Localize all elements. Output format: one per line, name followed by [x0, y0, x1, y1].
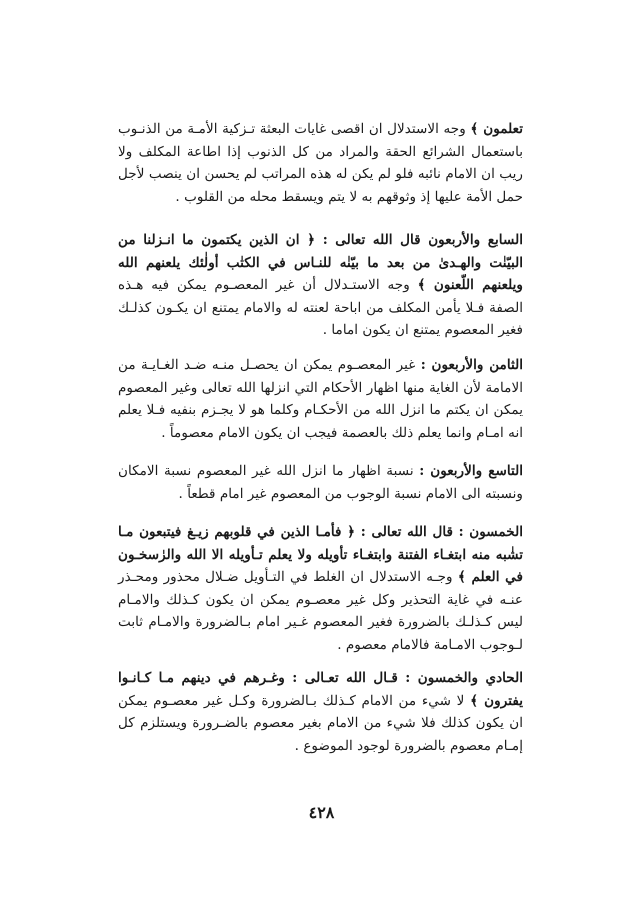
paragraph-6-body: لا شيء من الامام كـذلك بـالضرورة وكـل غير معصـوم يمكن ان يكون كذلك فلا شيء من الامام بغير معصوم بالضـرورة ويستلزم كل إمـام معصوم بالضرورة لوجود الموضوع .: [118, 692, 523, 754]
page-number: ٤٢٨: [308, 803, 335, 822]
paragraph-4-lead: التاسع والأربعون :: [419, 463, 524, 479]
paragraph-3: [118, 354, 523, 444]
paragraph-6-quote: قـال الله تعـالى : وغـرهم في دينهم مـا كـانـوا يفترون ﴾: [118, 670, 523, 709]
paragraph-1-lead: تعلمون ﴾: [470, 121, 523, 137]
paragraph-5: [118, 521, 523, 656]
paragraph-4: [118, 460, 523, 505]
paragraph-3-lead: الثامن والأربعون :: [420, 357, 523, 373]
paragraph-4-body: نسبة اظهار ما انزل الله غير المعصوم نسبة الامكان ونسبته الى الامام نسبة الوجوب من المعصوم غير امام قطعاً .: [118, 463, 523, 502]
paragraph-6-lead: الحادي والخمسون :: [405, 670, 524, 686]
paragraph-1: [118, 118, 523, 208]
paragraph-2-body: وجه الاستـدلال أن غير المعصـوم يمكن فيه هـذه الصفة فـلا يأمن المكلف من اباحة لعنته له والامام يمتنع ان يكـون كذلـك فغير المعصوم يمتنع ان يكون اماما .: [118, 277, 523, 338]
paragraph-5-body: وجـه الاستدلال ان الغلط في التـأويل ضـلال محذور ومحـذر عنـه في غاية التحذير وكل غير معصـوم يمكن ان يكون كـذلك والامـام ليس كـذلـك بالضرورة فغير المعصوم غـير امام بـالضرورة والامـام ثابت لـوجوب الامـامة فالامام معصوم .: [118, 569, 523, 653]
paragraph-3-body: غير المعصـوم يمكن ان يحصـل منـه ضـد الغـايـة من الامامة لأن الغاية منها اظهار الأحكام التي انزلها الله تعالى وغير المعصوم يمكن ان يكتم ما انزل الله من الأحكـام وكلما هو لا يجـزم بنفيه فـلا يعلم انه امـام وانما يعلم ذلك بالعصمة فيجب ان يكون الامام معصوماً .: [118, 357, 523, 441]
paragraph-2-quote: قال الله تعالى : ﴿ ان الذين يكتمون ما انـزلنا من البيّنٰت والهـدىٰ من بعد ما بيّنٰه للنـاس في الكتٰب أولٰئك يلعنهم الله ويلعنهم اللّعنون ﴾: [118, 232, 523, 293]
paragraph-2-lead: السابع والأربعون: [428, 232, 523, 248]
paragraph-6: [118, 667, 523, 757]
paragraph-5-quote: قال الله تعالى : ﴿ فأمـا الذين في قلوبهم زيـغ فيتبعون مـا تشٰبه منه ابتغـاء الفتنة وابتغـاء تأويله ولا يعلم تـأويله الا الله والرٰسخـون في العلم ﴾: [118, 524, 523, 585]
paragraph-5-lead: الخمسون :: [458, 524, 523, 540]
paragraph-1-body: وجه الاستدلال ان اقصى غايات البعثة تـزكية الأمـة من الذنـوب باستعمال الشرائع الحقة والمراد من كل الذنوب إذا اطاعة المكلف ولا ريب ان الامام نائبه فلو لم يكن له هذه المراتب لم يحسن ان ينصب لأجل حمل الأمة عليها إذ وثوقهم به لا يتم ويسقط محله من القلوب .: [118, 121, 523, 205]
paragraph-2: [118, 229, 523, 342]
